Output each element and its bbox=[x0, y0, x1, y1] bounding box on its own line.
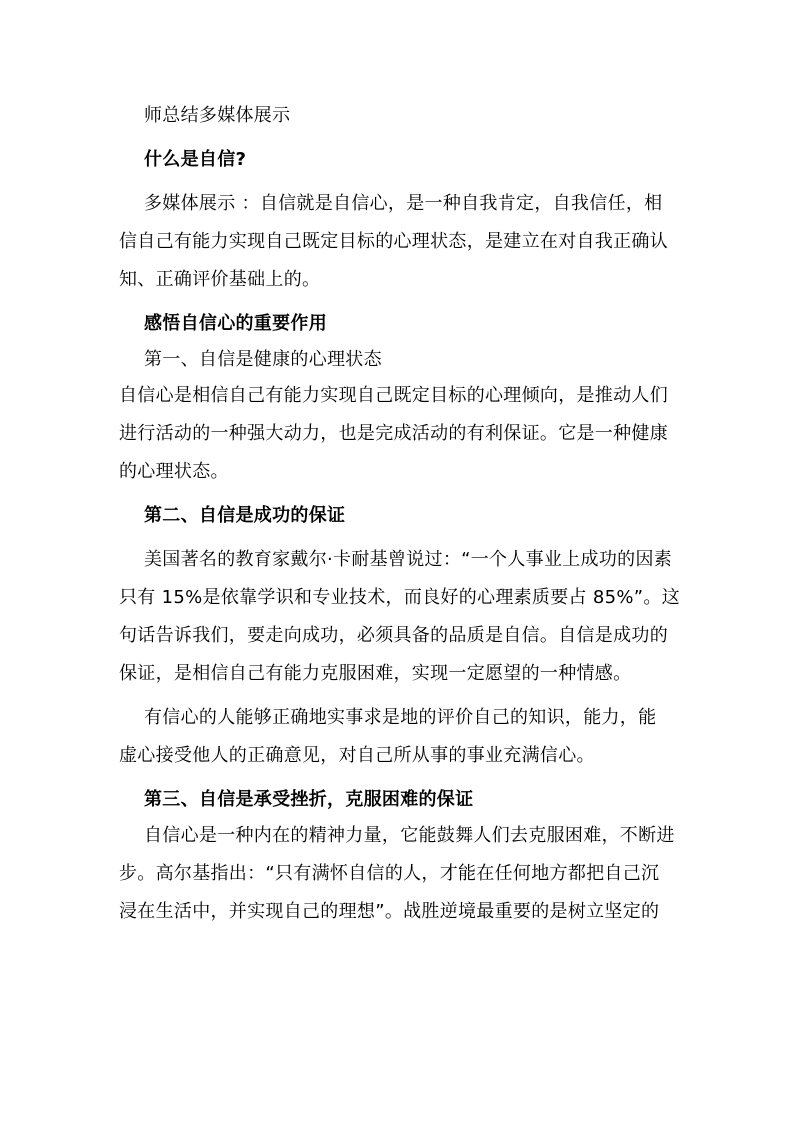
paragraph-third bbox=[119, 818, 683, 930]
subheading-first: 第一、自信是健康的心理状态 bbox=[144, 349, 382, 370]
paragraph-line: 进行活动的一种强大动力，也是完成活动的有利保证。它是一种健康 bbox=[119, 423, 668, 444]
document-body bbox=[119, 98, 683, 930]
paragraph-line: 浸在生活中，并实现自己的理想”。战胜逆境最重要的是树立坚定的 bbox=[119, 901, 660, 922]
subheading-third: 第三、自信是承受挫折，克服困难的保证 bbox=[144, 789, 474, 810]
paragraph-second bbox=[119, 542, 683, 692]
paragraph-line: 多媒体展示 ：自信就是自信心，是一种自我肯定，自我信任，相 bbox=[144, 193, 663, 214]
paragraph-line: 美国著名的教育家戴尔·卡耐基曾说过：“一个人事业上成功的因素 bbox=[144, 549, 673, 570]
paragraph-confident-people bbox=[119, 700, 683, 774]
teacher-summary-line: 师总结多媒体展示 bbox=[144, 105, 291, 126]
heading-importance: 感悟自信心的重要作用 bbox=[144, 313, 327, 334]
paragraph-line: 自信心是相信自己有能力实现自己既定目标的心理倾向，是推动人们 bbox=[119, 385, 668, 406]
paragraph-definition bbox=[119, 186, 683, 298]
paragraph-line: 的心理状态。 bbox=[119, 461, 229, 482]
paragraph-line: 信自己有能力实现自己既定目标的心理状态，是建立在对自我正确认 bbox=[119, 231, 668, 252]
heading-what-is-confidence: 什么是自信? bbox=[144, 149, 247, 170]
paragraph-line: 有信心的人能够正确地实事求是地的评价自己的知识，能力，能 bbox=[144, 707, 657, 728]
paragraph-line: 保证，是相信自己有能力克服困难，实现一定愿望的一种情感。 bbox=[119, 663, 632, 684]
paragraph-line: 步。高尔基指出：“只有满怀自信的人，才能在任何地方都把自己沉 bbox=[119, 863, 660, 884]
paragraph-line: 自信心是一种内在的精神力量，它能鼓舞人们去克服困难，不断进 bbox=[144, 825, 675, 846]
subheading-second: 第二、自信是成功的保证 bbox=[144, 505, 346, 526]
paragraph-line: 只有 15%是依靠学识和专业技术，而良好的心理素质要占 85%”。这 bbox=[119, 587, 680, 608]
paragraph-line: 虚心接受他人的正确意见，对自己所从事的事业充满信心。 bbox=[119, 745, 595, 766]
paragraph-line: 知、正确评价基础上的。 bbox=[119, 269, 321, 290]
paragraph-line: 句话告诉我们，要走向成功，必须具备的品质是自信。自信是成功的 bbox=[119, 625, 668, 646]
paragraph-first bbox=[119, 378, 683, 490]
